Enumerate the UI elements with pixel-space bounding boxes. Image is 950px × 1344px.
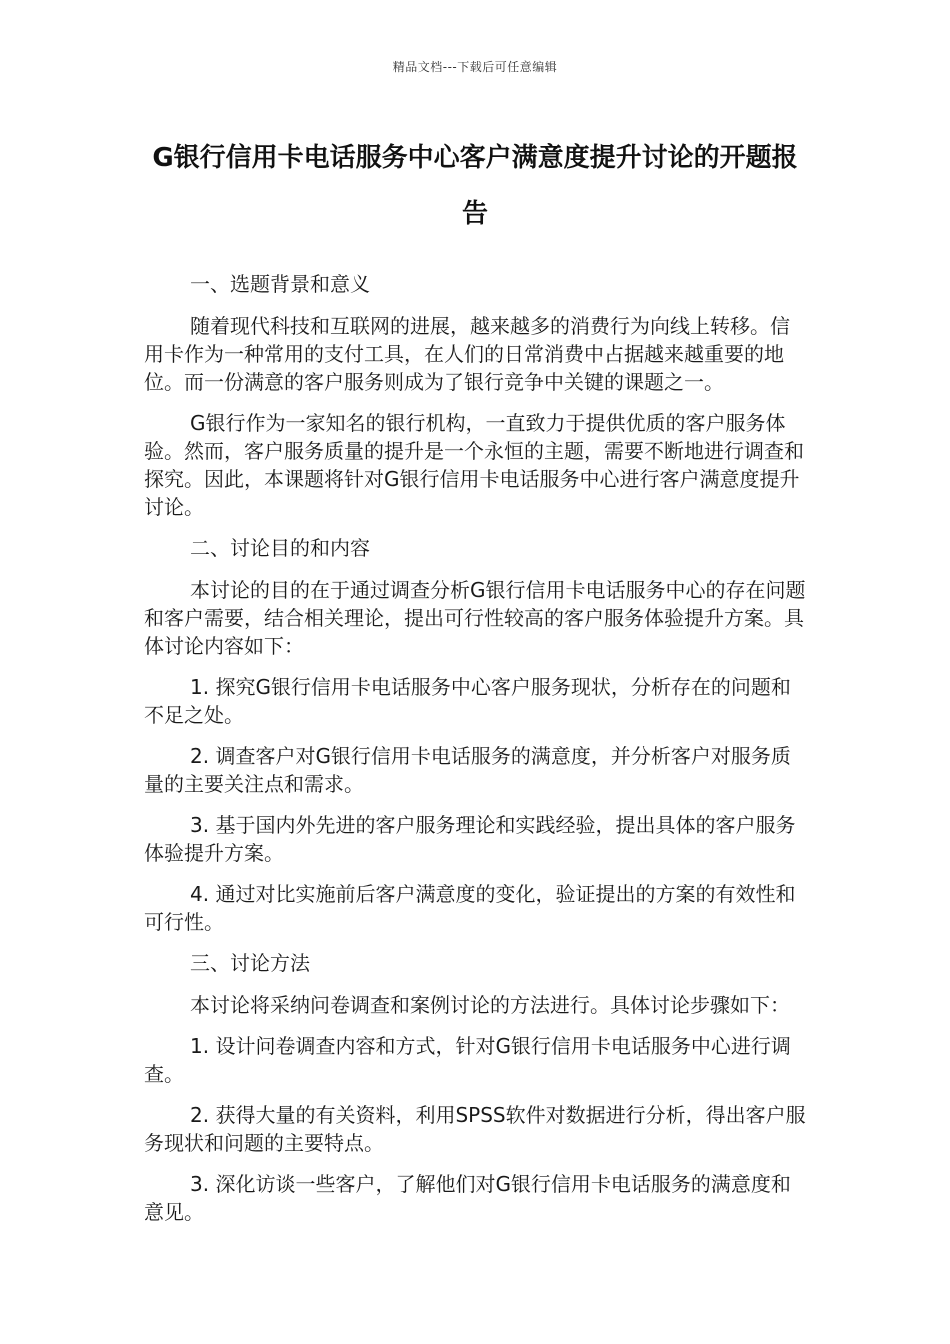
list-item: 2. 获得大量的有关资料，利用SPSS软件对数据进行分析，得出客户服务现状和问题的主要特点。 — [144, 1103, 806, 1155]
list-item: 1. 探究G银行信用卡电话服务中心客户服务现状，分析存在的问题和不足之处。 — [144, 675, 791, 727]
list-item: 2. 调查客户对G银行信用卡电话服务的满意度，并分析客户对服务质量的主要关注点和需求。 — [144, 744, 791, 796]
section-heading: 三、讨论方法 — [190, 951, 310, 975]
paragraph: 本讨论将采纳问卷调查和案例讨论的方法进行。具体讨论步骤如下： — [190, 993, 790, 1017]
document-body — [144, 270, 806, 1239]
header-note: 精品文档---下载后可任意编辑 — [392, 60, 558, 74]
paragraph: 随着现代科技和互联网的进展，越来越多的消费行为向线上转移。信用卡作为一种常用的支付工具，在人们的日常消费中占据越来越重要的地位。而一份满意的客户服务则成为了银行竞争中关键的课题之一。 — [144, 314, 790, 394]
paragraph: 本讨论的目的在于通过调查分析G银行信用卡电话服务中心的存在问题和客户需要，结合相关理论，提出可行性较高的客户服务体验提升方案。具体讨论内容如下： — [144, 578, 806, 658]
document-title: G银行信用卡电话服务中心客户满意度提升讨论的开题报告 — [152, 143, 798, 229]
section-heading: 一、选题背景和意义 — [190, 272, 370, 296]
list-item: 1. 设计问卷调查内容和方式，针对G银行信用卡电话服务中心进行调查。 — [144, 1034, 791, 1086]
section-heading: 二、讨论目的和内容 — [190, 536, 370, 560]
list-item: 4. 通过对比实施前后客户满意度的变化，验证提出的方案的有效性和可行性。 — [144, 882, 796, 934]
list-item: 3. 基于国内外先进的客户服务理论和实践经验，提出具体的客户服务体验提升方案。 — [144, 813, 796, 865]
paragraph: G银行作为一家知名的银行机构，一直致力于提供优质的客户服务体验。然而，客户服务质量的提升是一个永恒的主题，需要不断地进行调查和探究。因此，本课题将针对G银行信用卡电话服务中心进行客户满意度提升讨论。 — [144, 411, 804, 519]
list-item: 3. 深化访谈一些客户，了解他们对G银行信用卡电话服务的满意度和意见。 — [144, 1172, 791, 1224]
